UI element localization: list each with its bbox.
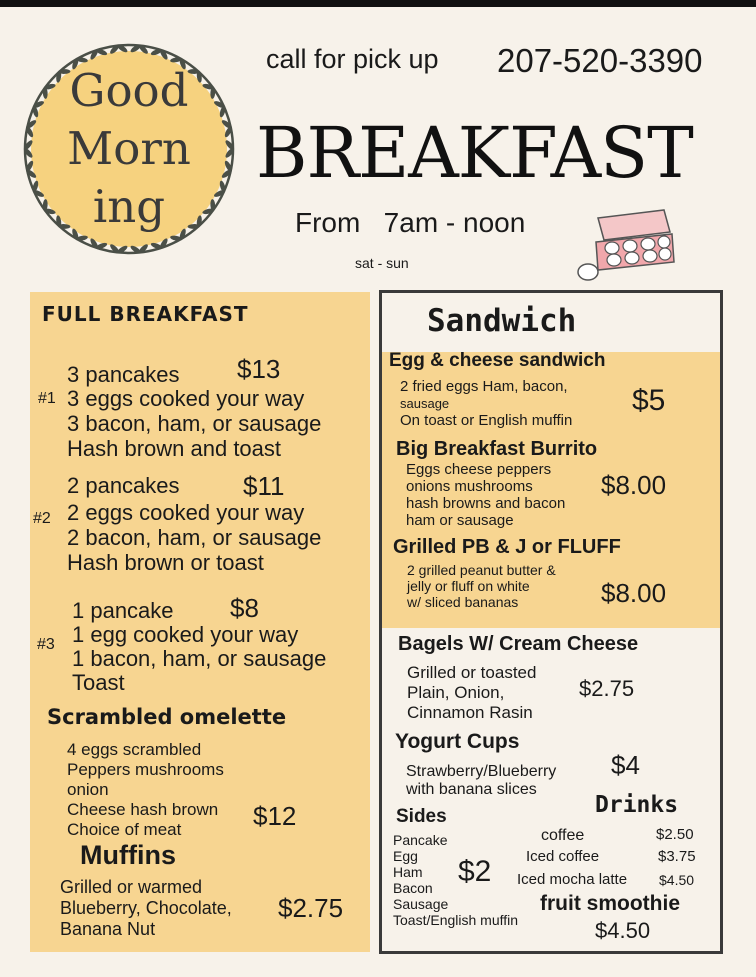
drink-name: coffee — [541, 827, 585, 844]
drinks-heading: Drinks — [595, 792, 679, 818]
option-2-line: 2 eggs cooked your way — [67, 500, 305, 525]
drink-name: Iced mocha latte — [517, 871, 628, 888]
bagels-price: $2.75 — [579, 676, 635, 701]
muffins-line: Blueberry, Chocolate, — [60, 898, 232, 918]
option-2-line: 2 bacon, ham, or sausage — [67, 525, 322, 550]
sides-price: $2 — [458, 855, 492, 888]
option-3-price: $8 — [230, 593, 259, 623]
yogurt-price: $4 — [611, 750, 640, 780]
option-3-line: Toast — [72, 670, 125, 695]
top-border — [0, 0, 756, 7]
sides-item: Bacon — [393, 880, 433, 896]
hours-from: From — [295, 207, 361, 238]
full-breakfast-heading: FULL BREAKFAST — [42, 302, 249, 326]
bagels-line: Grilled or toasted — [407, 663, 537, 682]
sandwich-item-name: Grilled PB & J or FLUFF — [393, 536, 621, 558]
sides-item: Pancake — [393, 832, 448, 848]
omelette-line: 4 eggs scrambled — [67, 740, 202, 759]
yogurt-line: Strawberry/Blueberry — [406, 763, 557, 780]
omelette-heading: Scrambled omelette — [47, 705, 287, 729]
sandwich-item-price: $5 — [632, 384, 666, 417]
sandwich-item-line: w/ sliced bananas — [407, 594, 519, 610]
logo-line-1: Good — [69, 64, 189, 117]
option-1-line: Hash brown and toast — [67, 436, 282, 461]
days: sat - sun — [355, 255, 409, 271]
sandwich-item-price: $8.00 — [601, 470, 667, 500]
sandwich-item-line: 2 fried eggs Ham, bacon, — [400, 378, 568, 395]
yogurt-heading: Yogurt Cups — [395, 730, 520, 753]
option-1-number: #1 — [38, 390, 56, 407]
drink-price: $3.75 — [658, 848, 696, 865]
option-1-line: 3 bacon, ham, or sausage — [67, 411, 322, 436]
option-2-number: #2 — [33, 510, 51, 527]
omelette-price: $12 — [253, 801, 297, 831]
option-3-line: 1 bacon, ham, or sausage — [72, 646, 327, 671]
logo — [18, 38, 240, 260]
bagels-heading: Bagels W/ Cream Cheese — [398, 633, 639, 655]
sandwich-item-price: $8.00 — [601, 578, 667, 608]
option-3-line: 1 egg cooked your way — [72, 622, 299, 647]
sides-item: Ham — [393, 864, 423, 880]
logo-line-3: ing — [92, 180, 166, 233]
egg-carton-icon — [576, 204, 676, 286]
muffins-line: Grilled or warmed — [60, 877, 203, 897]
omelette-line: onion — [67, 780, 109, 799]
drink-name: Iced coffee — [526, 848, 600, 865]
sides-heading: Sides — [396, 806, 447, 827]
sandwich-item-name: Egg & cheese sandwich — [389, 350, 606, 371]
muffins-price: $2.75 — [278, 893, 344, 923]
option-1-price: $13 — [237, 354, 281, 384]
phone-number[interactable]: 207-520-3390 — [497, 42, 703, 79]
option-2-line: Hash brown or toast — [67, 550, 264, 575]
sandwich-heading: Sandwich — [427, 303, 577, 339]
option-2-line: 2 pancakes — [67, 473, 180, 498]
option-3-number: #3 — [37, 636, 55, 653]
omelette-line: Choice of meat — [67, 820, 182, 839]
yogurt-line: with banana slices — [406, 781, 537, 798]
sandwich-item-name: Big Breakfast Burrito — [396, 438, 598, 460]
sandwich-item-line: ham or sausage — [406, 512, 514, 529]
option-2-price: $11 — [243, 471, 285, 501]
call-label: call for pick up — [266, 44, 439, 74]
sandwich-item-line: sausage — [400, 396, 450, 411]
sandwich-item-line: Eggs cheese peppers — [406, 461, 552, 478]
hours-range: 7am - noon — [383, 207, 526, 238]
sandwich-item-line: On toast or English muffin — [400, 412, 573, 429]
option-3-line: 1 pancake — [72, 598, 174, 623]
omelette-line: Peppers mushrooms — [67, 760, 224, 779]
hours — [295, 207, 525, 239]
option-1-line: 3 pancakes — [67, 362, 180, 387]
sandwich-item-line: onions mushrooms — [406, 478, 533, 495]
sides-item: Egg — [393, 848, 418, 864]
smoothie-price: $4.50 — [595, 918, 651, 943]
sandwich-item-line: 2 grilled peanut butter & — [407, 562, 556, 578]
muffins-heading: Muffins — [80, 840, 176, 870]
option-1-line: 3 eggs cooked your way — [67, 386, 305, 411]
logo-line-2: Morn — [67, 122, 191, 175]
sandwich-item-line: jelly or fluff on white — [407, 578, 530, 594]
sides-item: Sausage — [393, 896, 449, 912]
omelette-line: Cheese hash brown — [67, 800, 219, 819]
drink-price: $4.50 — [659, 872, 695, 888]
bagels-line: Plain, Onion, — [407, 683, 505, 702]
muffins-line: Banana Nut — [60, 919, 156, 939]
sandwich-item-line: hash browns and bacon — [406, 495, 566, 512]
smoothie-name: fruit smoothie — [540, 892, 680, 915]
page-title: BREAKFAST — [256, 112, 693, 194]
sides-item: Toast/English muffin — [393, 912, 519, 928]
drink-price: $2.50 — [656, 826, 694, 843]
bagels-line: Cinnamon Rasin — [407, 703, 533, 722]
